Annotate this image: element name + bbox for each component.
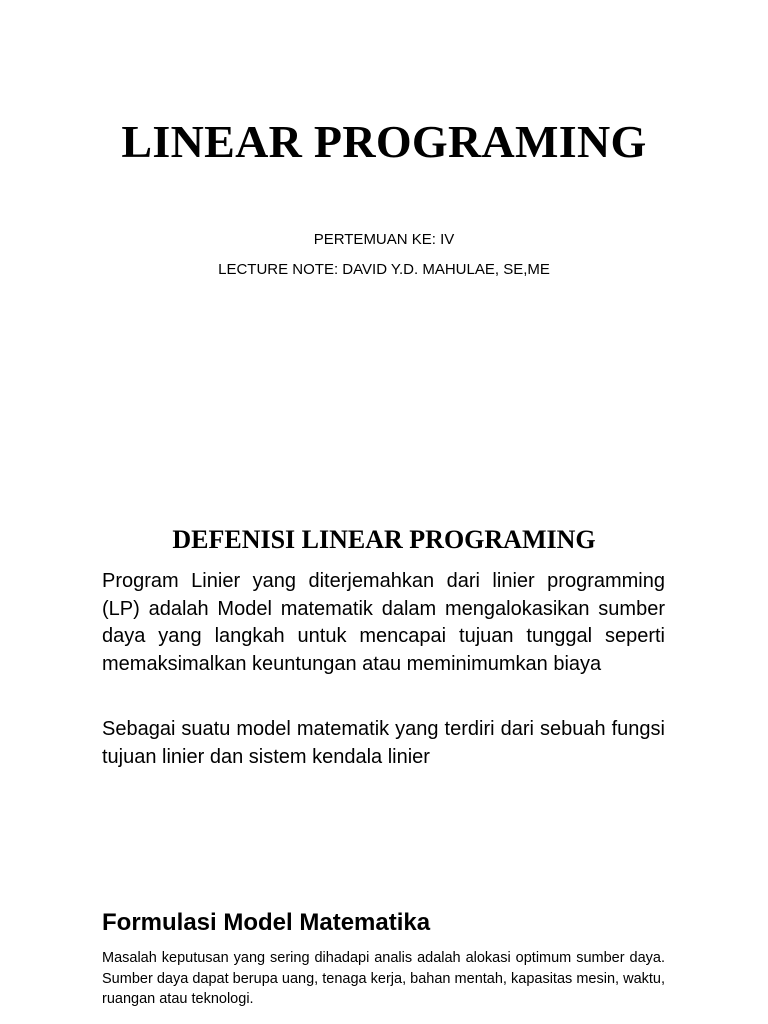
formulation-heading: Formulasi Model Matematika [102,909,431,936]
meeting-number: PERTEMUAN KE: IV [313,231,455,248]
definition-paragraph: Program Linier yang diterjemahkan dari linier programming (LP) adalah Model matematik dalam mengalokasikan sumber daya yang langkah untuk mencapai tujuan tunggal seperti memaksimalkan keuntungan atau meminimumkan biaya [102,570,665,675]
formulation-paragraph: Masalah keputusan yang sering dihadapi analis adalah alokasi optimum sumber daya. Sumber daya dapat berupa uang, tenaga kerja, bahan mentah, kapasitas mesin, waktu, ruangan atau teknologi. [102,950,665,1007]
definition-slide [0,500,768,880]
definition-paragraph: Sebagai suatu model matematik yang terdiri dari sebuah fungsi tujuan linier dan sistem kendala linier [102,718,665,768]
formulation-slide [0,880,768,1024]
title-slide [0,0,768,500]
page-title: LINEAR PROGRAMING [121,116,647,167]
definition-heading: DEFENISI LINEAR PROGRAMING [172,525,596,554]
lecturer-credit: LECTURE NOTE: DAVID Y.D. MAHULAE, SE,ME [218,261,550,278]
